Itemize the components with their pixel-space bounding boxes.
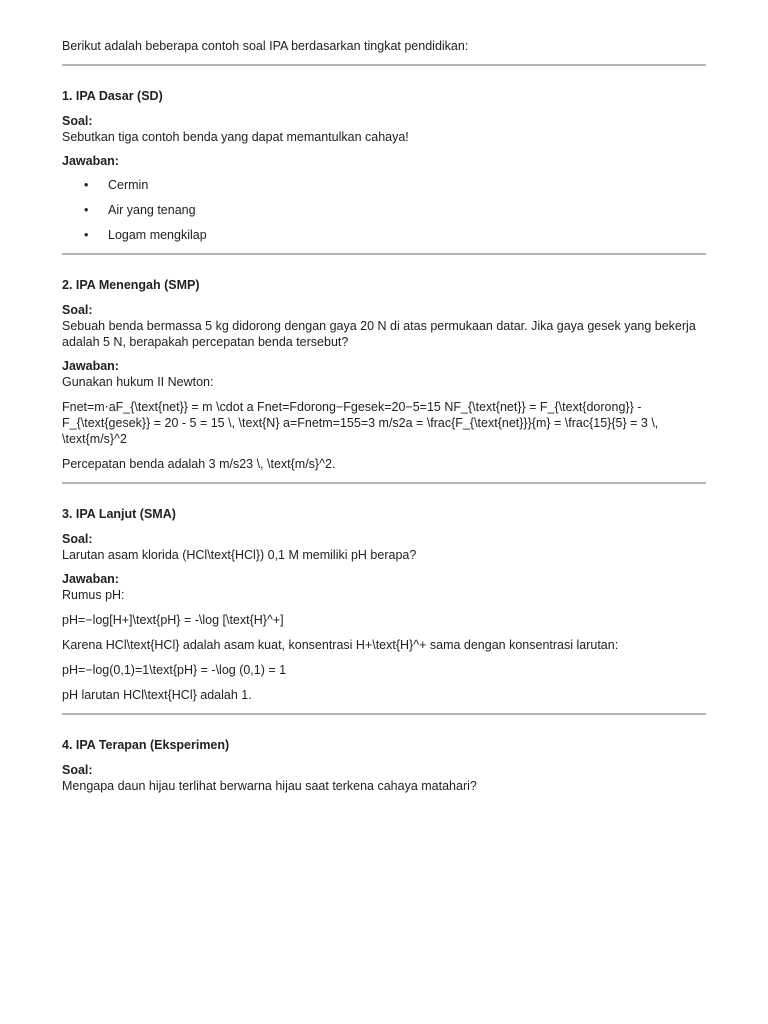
jawaban-label: Jawaban: xyxy=(62,359,119,373)
soal-label: Soal: xyxy=(62,303,93,317)
answer-list xyxy=(62,177,706,243)
section-ipa-dasar xyxy=(62,66,706,253)
question-block xyxy=(62,113,706,145)
answer-block xyxy=(62,153,706,243)
question-text: Sebuah benda bermassa 5 kg didorong dengan gaya 20 N di atas permukaan datar. Jika gaya gesek yang bekerja adalah 5 N, berapakah percepatan benda tersebut? xyxy=(62,319,696,349)
question-text: Larutan asam klorida (HCl\text{HCl}) 0,1 M memiliki pH berapa? xyxy=(62,548,417,562)
formula-text: pH=−log[H+]\text{pH} = -\log [\text{H}^+] xyxy=(62,613,284,627)
answer-text: Air yang tenang xyxy=(108,203,196,217)
question-block xyxy=(62,302,706,350)
question-text: Mengapa daun hijau terlihat berwarna hijau saat terkena cahaya matahari? xyxy=(62,779,477,793)
jawaban-label: Jawaban: xyxy=(62,572,119,586)
section-ipa-menengah xyxy=(62,255,706,482)
answer-text: Logam mengkilap xyxy=(108,228,207,242)
answer-block xyxy=(62,571,706,703)
soal-label: Soal: xyxy=(62,763,93,777)
intro-text: Berikut adalah beberapa contoh soal IPA berdasarkan tingkat pendidikan: xyxy=(62,39,469,53)
section-title: 3. IPA Lanjut (SMA) xyxy=(62,507,176,521)
question-block xyxy=(62,531,706,563)
answer-paragraph: Karena HCl\text{HCl} adalah asam kuat, konsentrasi H+\text{H}^+ sama dengan konsentrasi larutan: xyxy=(62,638,619,652)
list-item xyxy=(62,227,706,243)
bullet-icon: • xyxy=(84,203,89,217)
soal-label: Soal: xyxy=(62,532,93,546)
formula-text: Fnet=m⋅aF_{\text{net}} = m \cdot a Fnet=Fdorong−Fgesek=20−5=15 NF_{\text{net}} = F_{\text{dorong}} - F_{\text{gesek}} = 20 - 5 = 15 \, \text{N} a=Fnetm=155=3 m/s2a = \frac{F_{\text{net}}}{m} = \frac{15}{5} = 3 \, \text{m/s}^2 xyxy=(62,400,659,446)
jawaban-label: Jawaban: xyxy=(62,154,119,168)
section-ipa-lanjut xyxy=(62,484,706,713)
answer-block xyxy=(62,358,706,472)
answer-paragraph: Rumus pH: xyxy=(62,588,125,602)
bullet-icon: • xyxy=(84,228,89,242)
list-item xyxy=(62,177,706,193)
section-ipa-terapan xyxy=(62,715,706,812)
answer-text: Cermin xyxy=(108,178,149,192)
question-text: Sebutkan tiga contoh benda yang dapat memantulkan cahaya! xyxy=(62,130,409,144)
answer-paragraph: Gunakan hukum II Newton: xyxy=(62,375,214,389)
document-content xyxy=(62,38,706,812)
bullet-icon: • xyxy=(84,178,89,192)
section-title: 4. IPA Terapan (Eksperimen) xyxy=(62,738,230,752)
answer-conclusion: pH larutan HCl\text{HCl} adalah 1. xyxy=(62,688,252,702)
list-item xyxy=(62,202,706,218)
section-title: 1. IPA Dasar (SD) xyxy=(62,89,163,103)
formula-text: pH=−log(0,1)=1\text{pH} = -\log (0,1) = 1 xyxy=(62,663,287,677)
question-block xyxy=(62,762,706,794)
section-title: 2. IPA Menengah (SMP) xyxy=(62,278,200,292)
answer-conclusion: Percepatan benda adalah 3 m/s23 \, \text{m/s}^2. xyxy=(62,457,336,471)
soal-label: Soal: xyxy=(62,114,93,128)
